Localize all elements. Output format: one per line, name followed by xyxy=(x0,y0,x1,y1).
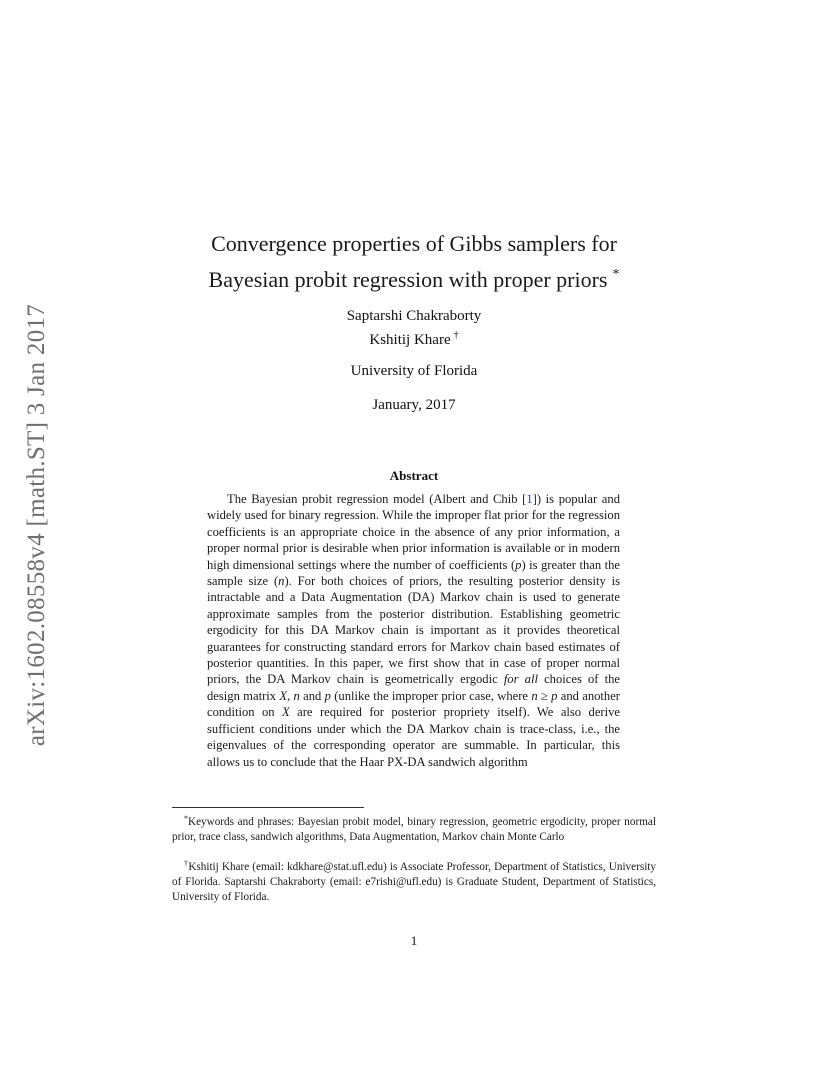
emphasis-for-all: for all xyxy=(503,672,538,687)
affiliation: University of Florida xyxy=(350,363,478,379)
page-number: 1 xyxy=(410,933,418,948)
author-2-footnote-mark[interactable]: † xyxy=(453,330,459,341)
publication-date: January, 2017 xyxy=(372,397,456,413)
footnote-2-text: Kshitij Khare (email: kdkhare@stat.ufl.edu) is Associate Professor, Department of Statistics, University of Florida. Saptarshi Chakraborty (email: e7rishi@ufl.edu) is Graduate Student, Department of Statistics, University of Florida. xyxy=(172,861,657,903)
footnote-1-mark: * xyxy=(184,814,188,823)
arxiv-sidebar xyxy=(12,285,62,765)
abstract-body: The Bayesian probit regression model (Albert and Chib [1]) is popular and widely used for binary regression. While the improper flat prior for the regression coefficients is an appropriate choice in the absence of any prior information, a proper normal prior is desirable when prior information is available or in modern high dimensional settings where the number of coefficients (p) is greater than the sample size (n). For both choices of priors, the resulting posterior density is intractable and a Data Augmentation (DA) Markov chain is used to generate approximate samples from the posterior distribution. Establishing geometric ergodicity for this DA Markov chain is important as it provides theoretical guarantees for constructing standard errors for Markov chain based estimates of posterior quantities. In this paper, we first show that in case of proper normal priors, the DA Markov chain is geometrically ergodic for all choices of the design matrix X, n and p (unlike the improper prior case, where n ≥ p and another condition on X are required for posterior propriety itself). We also derive sufficient conditions under which the DA Markov chain is trace-class, i.e., the eigenvalues of the corresponding operator are summable. In particular, this allows us to conclude that the Haar PX-DA sandwich algorithm xyxy=(207,492,621,769)
title-footnote-mark[interactable]: * xyxy=(612,267,620,282)
paper-title xyxy=(150,228,678,295)
title-line-2: Bayesian probit regression with proper priors xyxy=(208,267,608,292)
author-1: Saptarshi Chakraborty xyxy=(346,308,482,324)
footnote-keywords xyxy=(172,811,656,845)
footnote-2-mark: † xyxy=(184,859,189,868)
author-list xyxy=(250,306,578,350)
footnote-1-text: Keywords and phrases: Bayesian probit model, binary regression, geometric ergodicity, proper normal prior, trace class, sandwich algorithms, Data Augmentation, Markov chain Monte Carlo xyxy=(172,816,656,843)
citation-link[interactable]: 1 xyxy=(526,492,533,506)
footnote-author-info xyxy=(172,856,656,905)
arxiv-identifier: arXiv:1602.08558v4 [math.ST] 3 Jan 2017 xyxy=(23,303,50,747)
title-line-1: Convergence properties of Gibbs samplers for xyxy=(211,231,617,256)
abstract-heading: Abstract xyxy=(389,468,439,483)
author-2: Kshitij Khare xyxy=(369,332,451,348)
footnote-rule xyxy=(172,807,364,808)
